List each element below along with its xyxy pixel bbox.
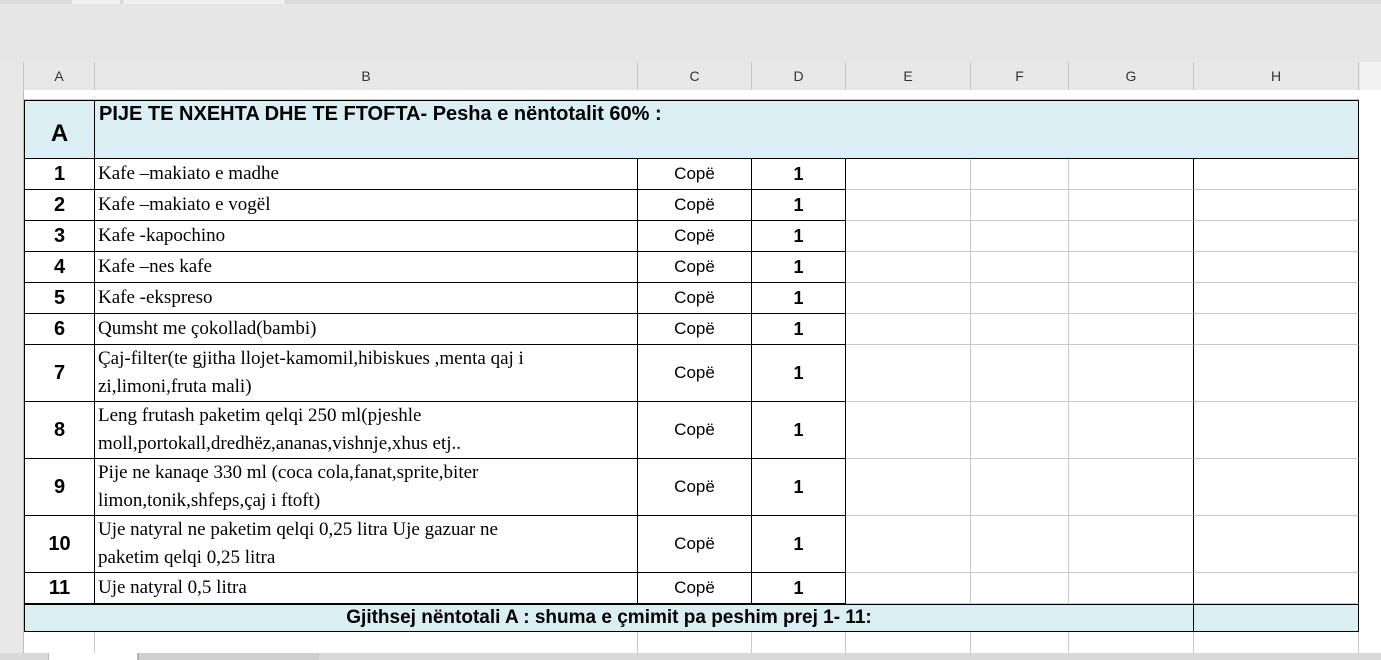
item-unit[interactable]: Copë — [638, 159, 752, 190]
empty-cell-g[interactable] — [1069, 283, 1194, 314]
item-quantity[interactable]: 1 — [752, 190, 846, 221]
column-header-h[interactable]: H — [1194, 62, 1359, 90]
empty-cell-h[interactable] — [1194, 314, 1359, 345]
item-quantity[interactable]: 1 — [752, 573, 846, 604]
item-number[interactable]: 11 — [24, 573, 95, 604]
empty-cell-h[interactable] — [1194, 573, 1359, 604]
item-unit[interactable]: Copë — [638, 573, 752, 604]
empty-cell-e[interactable] — [846, 459, 971, 516]
empty-cell-g[interactable] — [1069, 573, 1194, 604]
sheet-tab[interactable] — [138, 653, 319, 660]
item-unit[interactable]: Copë — [638, 283, 752, 314]
item-description-line: Uje natyral 0,5 litra — [98, 577, 247, 598]
subtotal-value[interactable] — [1194, 604, 1359, 632]
item-description[interactable] — [95, 283, 638, 314]
column-header-d[interactable]: D — [752, 62, 846, 90]
item-number[interactable]: 3 — [24, 221, 95, 252]
empty-cell-g[interactable] — [1069, 516, 1194, 573]
item-unit[interactable]: Copë — [638, 221, 752, 252]
select-all-corner[interactable] — [0, 62, 24, 90]
item-unit[interactable]: Copë — [638, 252, 752, 283]
item-description[interactable] — [95, 252, 638, 283]
item-description-line: Pije ne kanaqe 330 ml (coca cola,fanat,sprite,biter — [98, 462, 479, 483]
empty-cell-g[interactable] — [1069, 252, 1194, 283]
item-number[interactable]: 2 — [24, 190, 95, 221]
empty-cell-e[interactable] — [846, 345, 971, 402]
empty-cell-h[interactable] — [1194, 516, 1359, 573]
empty-row-band[interactable] — [24, 90, 1359, 100]
empty-cell-f[interactable] — [971, 190, 1069, 221]
item-description-text — [98, 574, 247, 602]
item-quantity[interactable]: 1 — [752, 221, 846, 252]
item-description-text — [98, 253, 212, 281]
sheet-tabs-bar — [0, 653, 1381, 660]
item-description[interactable] — [95, 516, 638, 573]
item-description-line: Çaj-filter(te gjitha llojet-kamomil,hibiskues ,menta qaj i — [98, 348, 524, 369]
empty-cell-e[interactable] — [846, 402, 971, 459]
item-number[interactable]: 1 — [24, 159, 95, 190]
empty-cell-h[interactable] — [1194, 283, 1359, 314]
empty-cell-e[interactable] — [846, 314, 971, 345]
empty-cell-e[interactable] — [846, 573, 971, 604]
empty-cell-f[interactable] — [971, 159, 1069, 190]
item-quantity[interactable]: 1 — [752, 402, 846, 459]
column-header-f[interactable]: F — [971, 62, 1069, 90]
empty-cell-h[interactable] — [1194, 459, 1359, 516]
column-header-e[interactable]: E — [846, 62, 971, 90]
empty-cell-h[interactable] — [1194, 402, 1359, 459]
column-header-b[interactable]: B — [95, 62, 638, 90]
empty-cell-f[interactable] — [971, 345, 1069, 402]
item-description-line: Qumsht me çokollad(bambi) — [98, 318, 317, 339]
item-unit[interactable]: Copë — [638, 345, 752, 402]
item-number[interactable]: 6 — [24, 314, 95, 345]
item-description[interactable] — [95, 159, 638, 190]
column-header-a[interactable]: A — [24, 62, 95, 90]
item-unit[interactable]: Copë — [638, 314, 752, 345]
item-description-line: moll,portokall,dredhëz,ananas,vishnje,xhus etj.. — [98, 433, 462, 454]
empty-cell-g[interactable] — [1069, 402, 1194, 459]
item-number[interactable]: 10 — [24, 516, 95, 573]
item-description-text — [98, 402, 461, 458]
item-description[interactable] — [95, 459, 638, 516]
empty-cell-e[interactable] — [846, 159, 971, 190]
item-description[interactable] — [95, 402, 638, 459]
section-letter[interactable]: A — [24, 100, 95, 159]
empty-cell-e[interactable] — [846, 252, 971, 283]
item-quantity[interactable]: 1 — [752, 516, 846, 573]
empty-cell-f[interactable] — [971, 252, 1069, 283]
empty-cell-f[interactable] — [971, 459, 1069, 516]
item-description-line: Kafe -ekspreso — [98, 287, 213, 308]
item-unit[interactable]: Copë — [638, 190, 752, 221]
empty-cell-h[interactable] — [1194, 345, 1359, 402]
item-unit[interactable]: Copë — [638, 516, 752, 573]
item-number[interactable]: 4 — [24, 252, 95, 283]
row-header-bar — [0, 90, 24, 660]
sheet-tab[interactable] — [48, 653, 138, 660]
item-description-text — [98, 345, 524, 401]
item-quantity[interactable]: 1 — [752, 159, 846, 190]
empty-cell-h[interactable] — [1194, 221, 1359, 252]
item-description-text — [98, 160, 279, 188]
item-description[interactable] — [95, 190, 638, 221]
item-description[interactable] — [95, 221, 638, 252]
item-quantity[interactable]: 1 — [752, 314, 846, 345]
item-description-line: Leng frutash paketim qelqi 250 ml(pjeshle — [98, 405, 422, 426]
empty-cell-f[interactable] — [971, 314, 1069, 345]
empty-cell-f[interactable] — [971, 283, 1069, 314]
item-number[interactable]: 7 — [24, 345, 95, 402]
item-description-line: Kafe –makiato e madhe — [98, 163, 279, 184]
empty-cell-f[interactable] — [971, 516, 1069, 573]
item-description-text — [98, 222, 225, 250]
item-description-line: Uje natyral ne paketim qelqi 0,25 litra Uje gazuar ne — [98, 519, 498, 540]
empty-cell-h[interactable] — [1194, 159, 1359, 190]
item-description-text — [98, 191, 271, 219]
item-number[interactable]: 8 — [24, 402, 95, 459]
top-tab[interactable] — [122, 0, 286, 4]
empty-cell-f[interactable] — [971, 402, 1069, 459]
empty-cell-g[interactable] — [1069, 159, 1194, 190]
empty-cell-e[interactable] — [846, 283, 971, 314]
item-description-line: Kafe –nes kafe — [98, 256, 212, 277]
empty-cell-g[interactable] — [1069, 221, 1194, 252]
item-unit[interactable]: Copë — [638, 459, 752, 516]
section-title[interactable]: PIJE TE NXEHTA DHE TE FTOFTA- Pesha e nëntotalit 60% : — [95, 100, 1359, 159]
item-quantity[interactable]: 1 — [752, 459, 846, 516]
item-quantity[interactable]: 1 — [752, 283, 846, 314]
item-unit[interactable]: Copë — [638, 402, 752, 459]
empty-cell-e[interactable] — [846, 221, 971, 252]
empty-cell-f[interactable] — [971, 573, 1069, 604]
item-description-line: Kafe –makiato e vogël — [98, 194, 271, 215]
item-description[interactable] — [95, 573, 638, 604]
spreadsheet-grid[interactable] — [24, 90, 1381, 660]
item-description-text — [98, 516, 498, 572]
empty-cell-g[interactable] — [1069, 314, 1194, 345]
empty-cell-g[interactable] — [1069, 459, 1194, 516]
item-description-line: zi,limoni,fruta mali) — [98, 376, 252, 397]
top-tab[interactable] — [72, 0, 120, 4]
column-header-c[interactable]: C — [638, 62, 752, 90]
item-description-text — [98, 459, 478, 515]
empty-cell-e[interactable] — [846, 190, 971, 221]
empty-cell-g[interactable] — [1069, 190, 1194, 221]
empty-cell-f[interactable] — [971, 221, 1069, 252]
item-description[interactable] — [95, 314, 638, 345]
item-description-line: limon,tonik,shfeps,çaj i ftoft) — [98, 490, 321, 511]
column-header-g[interactable]: G — [1069, 62, 1194, 90]
item-quantity[interactable]: 1 — [752, 345, 846, 402]
empty-cell-g[interactable] — [1069, 345, 1194, 402]
item-quantity[interactable]: 1 — [752, 252, 846, 283]
item-description[interactable] — [95, 345, 638, 402]
item-number[interactable]: 5 — [24, 283, 95, 314]
item-number[interactable]: 9 — [24, 459, 95, 516]
item-description-text — [98, 315, 316, 343]
empty-cell-h[interactable] — [1194, 190, 1359, 221]
item-description-line: Kafe -kapochino — [98, 225, 226, 246]
item-description-line: paketim qelqi 0,25 litra — [98, 547, 276, 568]
subtotal-label[interactable]: Gjithsej nëntotali A : shuma e çmimit pa peshim prej 1- 11: — [24, 604, 1194, 632]
ribbon-area — [0, 0, 1381, 62]
top-tab-strip — [0, 0, 1381, 4]
empty-cell-e[interactable] — [846, 516, 971, 573]
empty-cell-h[interactable] — [1194, 252, 1359, 283]
item-description-text — [98, 284, 212, 312]
